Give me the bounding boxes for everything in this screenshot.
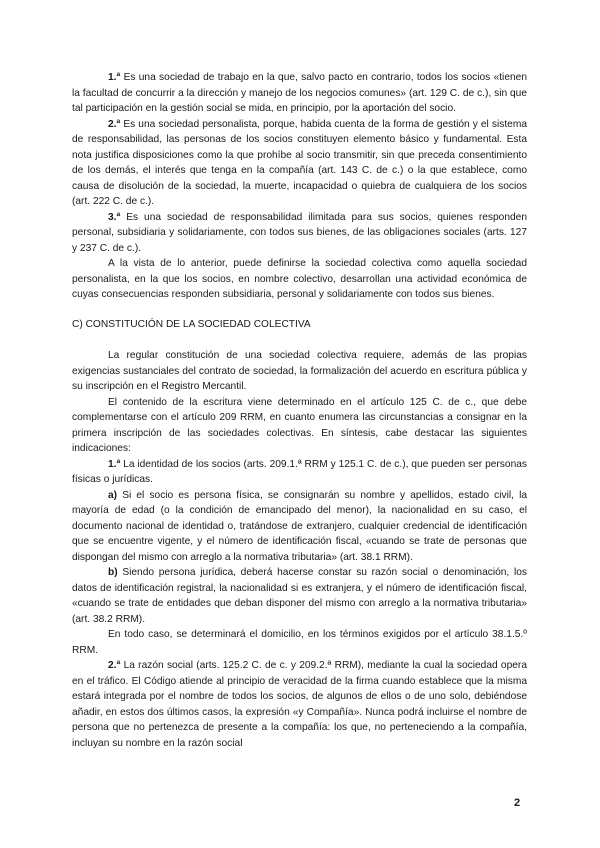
section-heading: C) CONSTITUCIÓN DE LA SOCIEDAD COLECTIVA [72, 318, 311, 330]
paragraph [72, 457, 527, 488]
paragraph-lead: b) [108, 567, 118, 578]
paragraph [72, 70, 527, 117]
paragraph-lead: 2.ª [108, 660, 121, 671]
paragraph [72, 627, 527, 658]
paragraph-text: Es una sociedad de trabajo en la que, salvo pacto en contrario, todos los socios «tienen la facultad de concurrir a la dirección y manejo de los negocios comunes» (art. 129 C. de c.), sin que tal participación en la gestión social se mida, en principio, por la aportación del socio. [72, 72, 527, 114]
paragraph-lead: 2.ª [108, 118, 121, 130]
paragraph [72, 488, 527, 566]
paragraph-lead: 3.ª [108, 211, 121, 223]
paragraph-text: Si el socio es persona física, se consignarán su nombre y apellidos, estado civil, la mayoría de edad (o la condición de emancipado del menor), la nacionalidad en su caso, el documento nacional de identidad o, tratándose de extranjero, cualquier credencial de identificación que se encuentre vigente, y el número de identificación fiscal, «cuando se trate de personas que dispongan del mismo con arreglo a la normativa tributaria» (art. 38.1 RRM). [72, 489, 527, 563]
paragraph-lead: a) [108, 489, 118, 501]
paragraph-text: En todo caso, se determinará el domicilio, en los términos exigidos por el artículo 38.1.5.º RRM. [72, 629, 527, 656]
paragraph [72, 256, 527, 303]
paragraph-text: El contenido de la escritura viene determinado en el artículo 125 C. de c., que debe complementarse con el artículo 209 RRM, en cuanto enumera las circunstancias a consignar en la primera inscripción de las sociedades colectivas. En síntesis, cabe destacar las siguientes indicaciones: [72, 396, 527, 454]
paragraph-text: La razón social (arts. 125.2 C. de c. y 209.2.ª RRM), mediante la cual la sociedad opera en el tráfico. El Código atiende al principio de veracidad de la firma cuando establece que la misma estará integrada por el nombre de todos los socios, de algunos de ellos o de uno solo, debiéndose añadir, en estos dos últimos casos, la expresión «y Compañía». Nunca podrá incluirse el nombre de persona que no pertenezca de presente a la compañía: los que, no perteneciendo a la compañía, incluyan su nombre en la razón social [72, 660, 527, 749]
paragraph-lead: 1.ª [108, 72, 121, 83]
paragraph-text: Siendo persona jurídica, deberá hacerse constar su razón social o denominación, los datos de identificación registral, la nacionalidad si es extranjera, y el número de identificación fiscal, «cuando se trate de entidades que deban disponer del mismo con arreglo a la normativa tributaria» (art. 38.2 RRM). [72, 567, 527, 625]
page-number: 2 [514, 797, 521, 809]
paragraph-text: La identidad de los socios (arts. 209.1.ª RRM y 125.1 C. de c.), que pueden ser personas físicas o jurídicas. [72, 458, 527, 485]
paragraph-text: Es una sociedad personalista, porque, habida cuenta de la forma de gestión y el sistema de responsabilidad, las personas de los socios constituyen elemento básico y fundamental. Esta nota justifica disposiciones como la que prohíbe al socio transmitir, sin que preceda consentimiento de los demás, el interés que tenga en la compañía (art. 143 C. de c.) o la que establece, como causa de disolución de la sociedad, la muerte, incapacidad o quiebra de cualquiera de los socios (art. 222 C. de c.). [72, 118, 527, 207]
paragraph-text: A la vista de lo anterior, puede definirse la sociedad colectiva como aquella sociedad personalista, en la que los socios, en nombre colectivo, desarrollan una actividad económica de cuyas consecuencias responden subsidiaria, personal y solidariamente con todos sus bienes. [72, 258, 527, 300]
paragraph-text: Es una sociedad de responsabilidad ilimitada para sus socios, quienes responden personal, subsidiaria y solidariamente, con todos sus bienes, de las obligaciones sociales (arts. 127 y 237 C. de c.). [72, 211, 527, 254]
paragraph-text: La regular constitución de una sociedad colectiva requiere, además de las propias exigencias sustanciales del contrato de sociedad, la formalización del acuerdo en escritura pública y su inscripción en el Registro Mercantil. [72, 350, 527, 392]
paragraph [72, 210, 527, 257]
paragraph [72, 395, 527, 457]
paragraph [72, 658, 527, 751]
paragraph [72, 348, 527, 395]
paragraph [72, 117, 527, 210]
paragraph-lead: 1.ª [108, 458, 121, 470]
paragraph [72, 565, 527, 627]
document-page [72, 70, 527, 751]
